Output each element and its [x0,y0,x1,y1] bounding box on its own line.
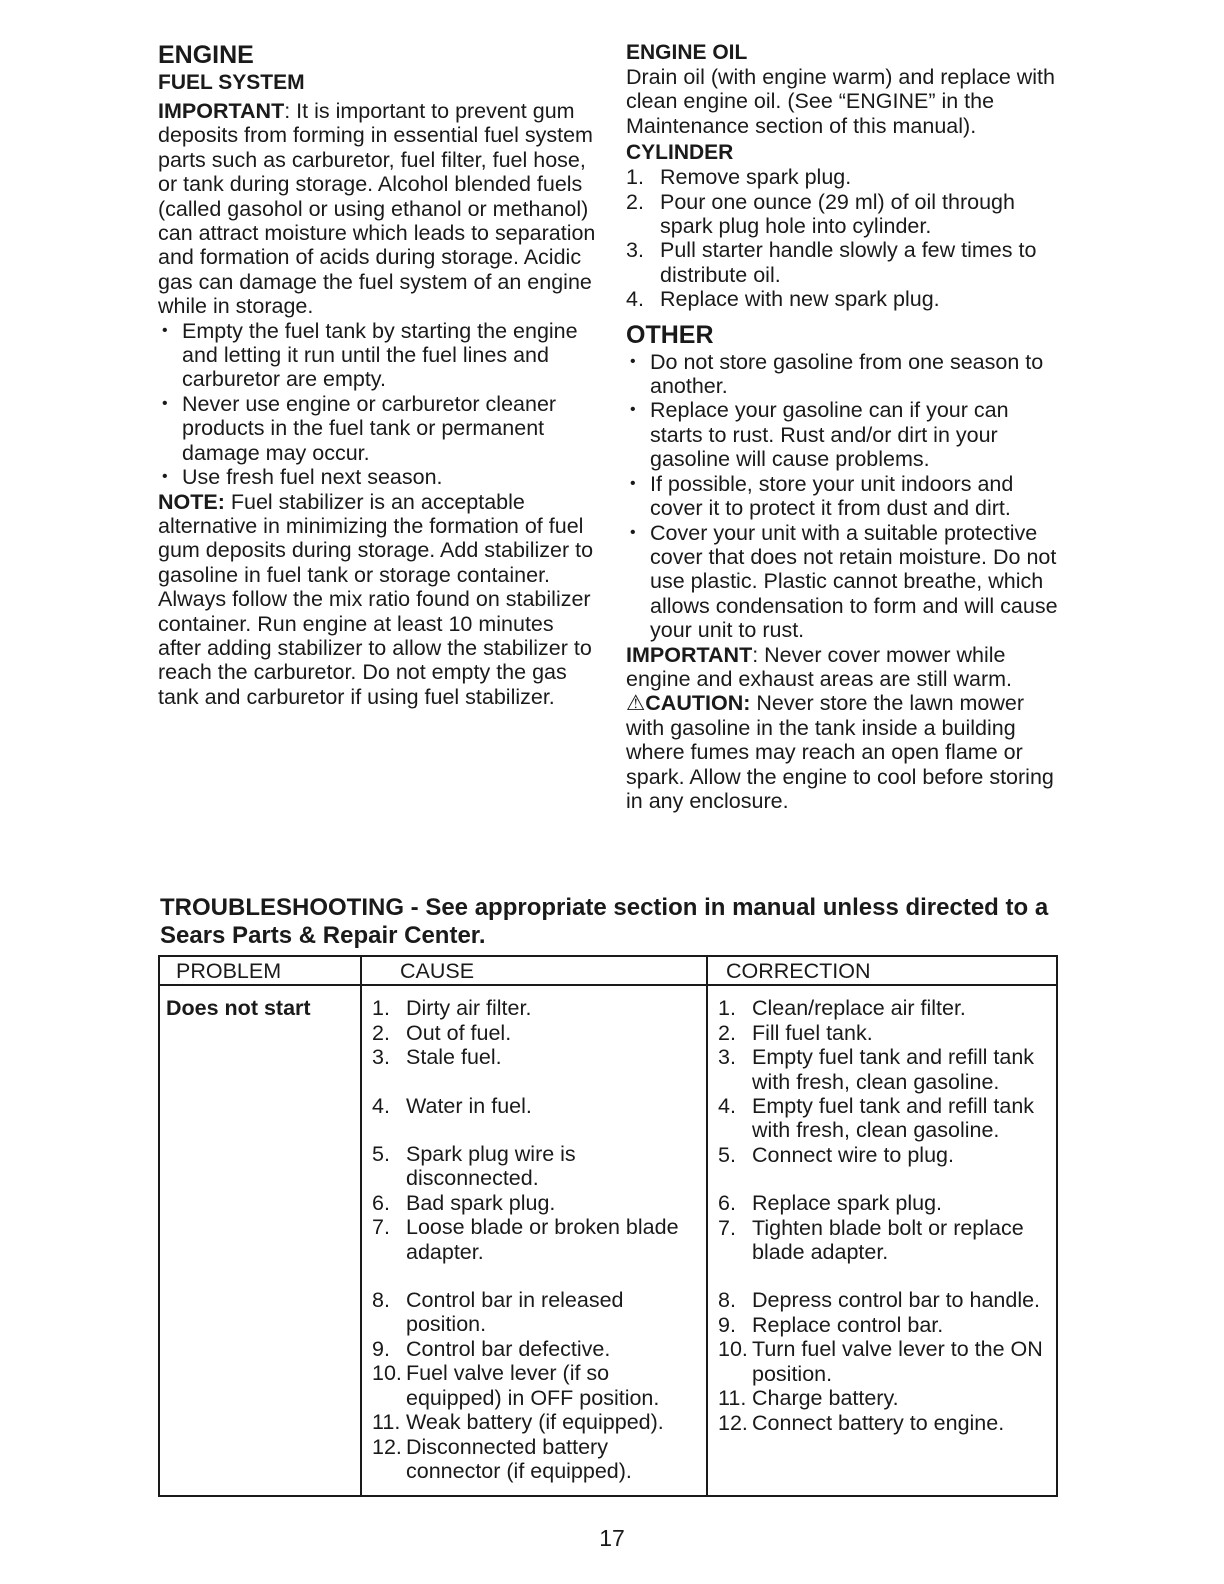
item-text: Loose blade or broken blade adapter. [406,1215,679,1264]
item-text: Stale fuel. [406,1045,502,1070]
item-number: 12. [372,1434,402,1459]
list-item [714,1216,1050,1265]
left-column [158,40,598,709]
item-number: 8. [372,1288,390,1313]
list-item [626,190,1066,239]
list-item [368,1021,700,1045]
fuel-system-heading: FUEL SYSTEM [158,71,305,94]
item-text: Charge battery. [752,1386,899,1411]
list-item [714,1411,1050,1435]
list-item [368,1094,700,1118]
list-item [714,1386,1050,1410]
item-number: 2. [718,1020,736,1045]
other-important-paragraph [626,643,1066,692]
list-item [368,1215,700,1264]
item-text: Clean/replace air filter. [752,996,966,1021]
list-item: • Cover your unit with a suitable protective cover that does not retain moisture. Do not use plastic. Plastic cannot breathe, which allows condensation to form and will cause your unit to rust. [626,521,1066,643]
item-number: 7. [718,1215,736,1240]
list-item: • Empty the fuel tank by starting the engine and letting it run until the fuel lines and carburetor are empty. [158,319,598,392]
list-item [626,165,1066,189]
important-label: IMPORTANT [158,99,285,123]
item-text: Connect battery to engine. [752,1410,1005,1435]
step-text: Replace with new spark plug. [660,287,940,312]
item-text: Replace control bar. [752,1312,944,1337]
item-text: Connect wire to plug. [752,1142,954,1167]
note-label: NOTE: [158,489,225,514]
item-number: 6. [372,1190,390,1215]
list-item [368,1045,700,1069]
item-text: Out of fuel. [406,1020,512,1045]
item-text: Empty fuel tank and refill tank with fresh, clean gasoline. [752,1094,1035,1143]
list-item [368,1288,700,1337]
item-number: 8. [718,1288,736,1313]
item-text: Bad spark plug. [406,1190,556,1215]
item-text: Turn fuel valve lever to the ON position. [752,1337,1043,1386]
item-number: 10. [372,1361,402,1386]
list-item [368,996,700,1020]
item-number: 11. [718,1386,747,1411]
item-text: Disconnected battery connector (if equipped). [406,1434,632,1483]
item-text: Water in fuel. [406,1093,532,1118]
engine-heading: ENGINE [158,41,254,69]
item-text: Control bar defective. [406,1336,611,1361]
item-text: Weak battery (if equipped). [406,1410,664,1435]
item-text: Spark plug wire is disconnected. [406,1142,576,1191]
list-item [368,1361,700,1410]
item-number: 5. [372,1142,390,1167]
item-number: 2. [372,1020,390,1045]
troubleshooting-title: TROUBLESHOOTING - See appropriate section in manual unless directed to a Sears Parts & Repair Center. [160,894,1049,949]
list-item [368,1191,700,1215]
item-text: Fuel valve lever (if so equipped) in OFF position. [406,1361,660,1410]
item-number: 5. [718,1142,736,1167]
item-number: 3. [718,1045,736,1070]
fuel-bullet-list [158,319,598,490]
step-number: 2. [626,189,644,214]
table-header-row [159,956,1057,985]
warning-icon: ⚠ [626,691,646,716]
important-text: : Never cover mower while engine and exhaust areas are still warm. [626,642,1013,691]
item-text: Control bar in released position. [406,1288,624,1337]
list-item: • Never use engine or carburetor cleaner products in the fuel tank or permanent damage may occur. [158,392,598,465]
column-header-cause: CAUSE [361,956,707,985]
note-text: Fuel stabilizer is an acceptable alternative in minimizing the formation of fuel gum deposits during storage. Add stabilizer to gasoline in fuel tank or storage container. Always follow the mix ratio found on stabilizer container. Run engine at least 10 minutes after adding stabilizer to allow the stabilizer to reach the carburetor. Do not empty the gas tank and carburetor if using fuel stabilizer. [158,489,594,709]
step-text: Remove spark plug. [660,165,852,190]
item-number: 7. [372,1215,390,1240]
item-number: 11. [372,1410,401,1435]
item-number: 4. [372,1093,390,1118]
correction-list [714,996,1050,1435]
fuel-important-paragraph [158,99,598,319]
list-item: • Replace your gasoline can if your can starts to rust. Rust and/or dirt in your gasoline will cause problems. [626,398,1066,471]
item-text: Fill fuel tank. [752,1020,873,1045]
item-text: Depress control bar to handle. [752,1288,1041,1313]
step-text: Pull starter handle slowly a few times to distribute oil. [660,238,1037,287]
engine-oil-heading: ENGINE OIL [626,41,748,64]
item-text: Dirty air filter. [406,996,532,1021]
item-number: 4. [718,1094,736,1119]
page-number: 17 [599,1525,625,1551]
item-text: Empty fuel tank and refill tank with fresh, clean gasoline. [752,1045,1035,1094]
step-text: Pour one ounce (29 ml) of oil through spark plug hole into cylinder. [660,189,1015,239]
right-column [626,40,1066,813]
important-label: IMPORTANT [626,642,753,667]
item-text: Replace spark plug. [752,1191,943,1216]
item-number: 6. [718,1191,736,1216]
troubleshooting-table [158,955,1058,1497]
cylinder-steps [626,165,1066,311]
list-item [626,287,1066,311]
step-number: 4. [626,287,644,312]
caution-label: CAUTION: [645,691,751,716]
item-number: 1. [372,996,390,1021]
table-row [159,985,1057,1496]
step-number: 3. [626,238,644,263]
list-item [368,1410,700,1434]
list-item [714,1021,1050,1045]
item-number: 3. [372,1045,390,1070]
list-item: • Do not store gasoline from one season to another. [626,350,1066,399]
list-item [368,1435,700,1484]
other-bullet-list [626,350,1066,643]
list-item [368,1142,700,1191]
item-number: 10. [718,1337,748,1362]
step-number: 1. [626,165,644,190]
list-item [714,1191,1050,1215]
note-paragraph [158,490,598,710]
problem-cell: Does not start [159,985,361,1496]
list-item: • If possible, store your unit indoors and cover it to protect it from dust and dirt. [626,472,1066,521]
column-header-problem: PROBLEM [159,956,361,985]
list-item [714,1337,1050,1386]
cylinder-heading: CYLINDER [626,141,734,165]
list-item [714,1313,1050,1337]
list-item: • Use fresh fuel next season. [158,465,598,489]
item-number: 1. [718,996,736,1021]
engine-oil-text: Drain oil (with engine warm) and replace with clean engine oil. (See “ENGINE” in the Maintenance section of this manual). [626,65,1055,138]
list-item [626,238,1066,287]
list-item [714,1045,1050,1094]
caution-paragraph [626,691,1066,813]
caution-text: Never store the lawn mower with gasoline in the tank inside a building where fumes may reach an open flame or spark. Allow the engine to cool before storing in any enclosure. [626,691,1054,813]
important-text: : It is important to prevent gum deposits from forming in essential fuel system parts such as carburetor, fuel filter, fuel hose, or tank during storage. Alcohol blended fuels (called gasohol or using ethanol or methanol) can attract moisture which leads to separation and formation of acids during storage. Acidic gas can damage the fuel system of an engine while in storage. [158,99,596,319]
item-number: 12. [718,1410,748,1435]
list-item [714,1143,1050,1167]
item-number: 9. [718,1312,736,1337]
item-text: Tighten blade bolt or replace blade adapter. [752,1215,1024,1265]
correction-cell [707,985,1057,1496]
list-item [714,996,1050,1020]
cause-cell [361,985,707,1496]
other-heading: OTHER [626,320,714,349]
list-item [368,1337,700,1361]
list-item [714,1094,1050,1143]
list-item [714,1288,1050,1312]
cause-list [368,996,700,1483]
column-header-correction: CORRECTION [707,956,1057,985]
item-number: 9. [372,1336,390,1361]
